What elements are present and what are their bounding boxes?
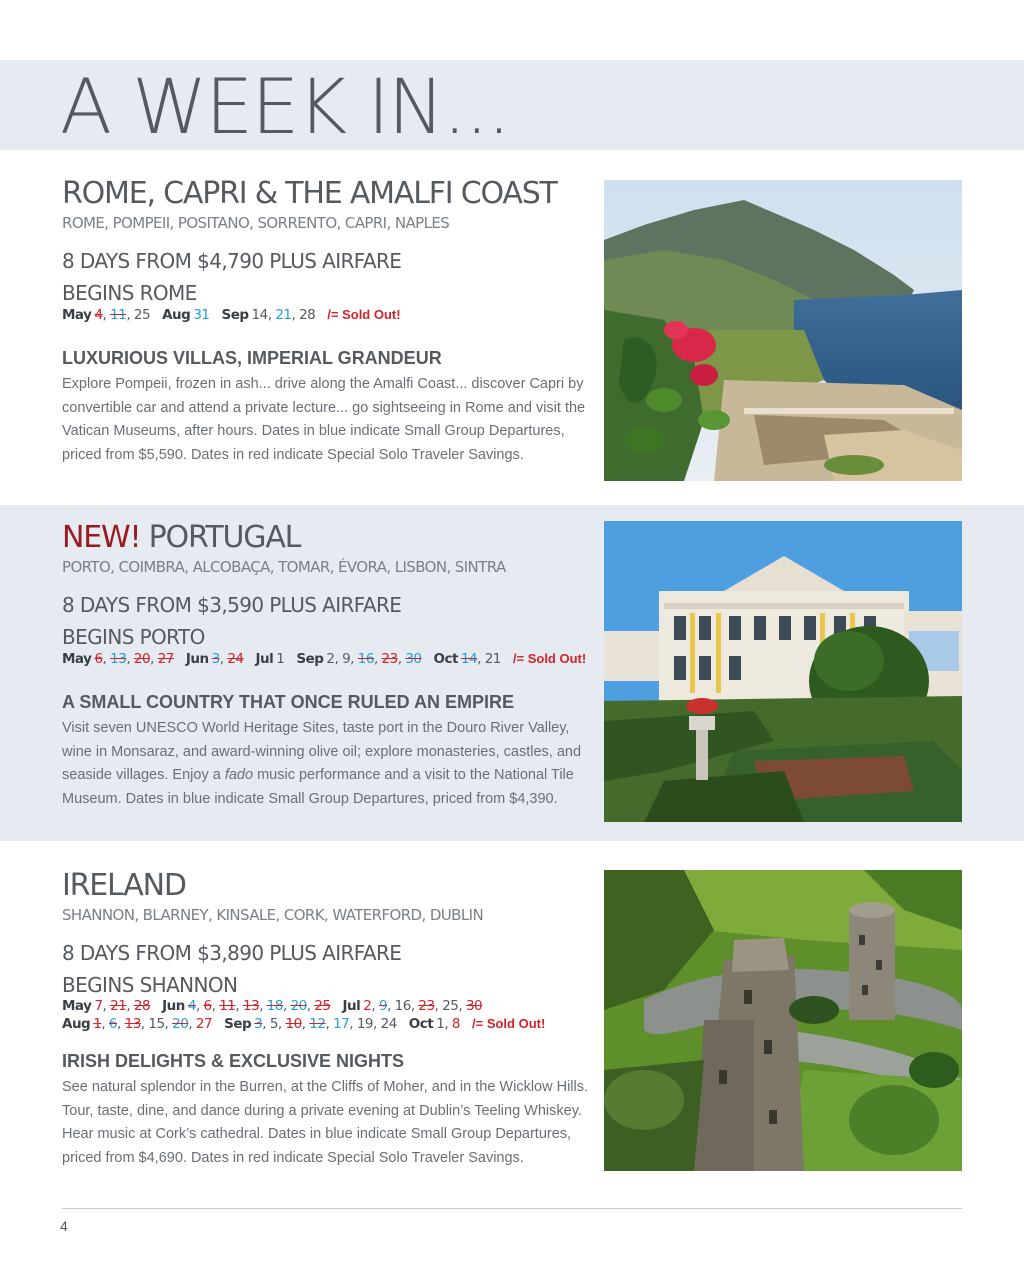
departure-date: ,	[188, 1016, 196, 1032]
departure-date: 9	[378, 998, 388, 1014]
departure-date: , 21	[477, 651, 501, 667]
departure-date: 20	[133, 651, 151, 667]
departure-date: ,	[301, 1016, 310, 1032]
date-group	[513, 651, 586, 667]
departure-date: 1	[93, 1016, 102, 1032]
departure-date: 17	[333, 1016, 350, 1032]
departure-date: ,	[126, 651, 134, 667]
departure-date: 13	[110, 651, 127, 667]
date-group	[296, 651, 421, 667]
departure-date: 20	[290, 998, 307, 1014]
departure-date: , 5,	[262, 1016, 286, 1032]
date-group	[162, 307, 209, 323]
departure-date: ,	[282, 998, 291, 1014]
month-label: Jul	[255, 651, 274, 667]
departure-date: 24	[227, 651, 244, 667]
sold-out-legend: /= Sold Out!	[512, 651, 587, 666]
departure-date: 16	[357, 651, 374, 667]
footer-rule	[62, 1208, 962, 1209]
departure-date: 3	[211, 651, 220, 667]
tour-rome	[62, 176, 597, 467]
departure-date: ,	[102, 307, 111, 323]
tour-subhead: A SMALL COUNTRY THAT ONCE RULED AN EMPIRE	[62, 692, 515, 712]
departure-date: 13	[124, 1016, 141, 1032]
departure-date: , 28	[291, 307, 316, 323]
departure-date: ,	[117, 1016, 125, 1032]
departure-date: ,	[195, 998, 204, 1014]
tour-price: 8 DAYS FROM $4,790 PLUS AIRFARE	[62, 249, 402, 273]
photo-blarney-castle	[604, 870, 962, 1171]
departure-date: 30	[465, 998, 483, 1014]
tour-description: See natural splendor in the Burren, at the Cliffs of Moher, and in the Wicklow Hills. Tour, taste, dine, and dance during a private evening at Dublin’s Teeling Whiskey. Hear music at Cork’s cathedral. Dates in blue indicate Small Group Departures, priced from $4,690. Dates in red indicate Special Solo Traveler Savings.	[62, 1079, 589, 1166]
date-group	[224, 1016, 397, 1032]
date-group	[327, 307, 400, 323]
page-heading: A WEEK IN...	[60, 62, 510, 151]
tour-title-text: PORTUGAL	[148, 520, 301, 555]
departure-date: ,	[235, 998, 243, 1014]
departure-date: , 25,	[434, 998, 466, 1014]
departure-date: 2	[363, 998, 372, 1014]
date-group	[62, 307, 150, 323]
tour-cities: ROME, POMPEII, POSITANO, SORRENTO, CAPRI, NAPLES	[62, 214, 450, 232]
tour-cities: PORTO, COIMBRA, ALCOBAÇA, TOMAR, ÉVORA, LISBON, SINTRA	[62, 558, 506, 576]
departure-date: 6	[108, 1016, 118, 1032]
date-group	[434, 651, 501, 667]
departure-date: 4	[187, 998, 196, 1014]
new-badge: NEW!	[62, 520, 141, 555]
tour-ireland	[62, 868, 597, 1170]
departure-date: 11	[110, 307, 127, 323]
month-label: Jun	[185, 651, 209, 667]
departure-date: 10	[285, 1016, 302, 1032]
departure-date: 27	[195, 1016, 213, 1032]
departure-date: 6	[94, 651, 103, 667]
departure-date: 21	[275, 307, 292, 323]
date-group	[186, 651, 244, 667]
departure-date: ,	[102, 651, 111, 667]
sold-out-legend: /= Sold Out!	[327, 307, 401, 322]
date-line	[62, 998, 597, 1015]
date-group	[409, 1016, 460, 1032]
month-label: Aug	[62, 1016, 91, 1032]
departure-date: , 15,	[140, 1016, 173, 1032]
departure-date: 8	[451, 1016, 460, 1032]
month-label: Oct	[408, 1016, 434, 1032]
departure-dates	[62, 650, 597, 668]
departure-date: 7	[94, 998, 103, 1014]
departure-date: 25	[314, 998, 331, 1014]
departure-date: 3	[254, 1016, 263, 1032]
departure-date: 2, 9,	[326, 651, 358, 667]
departure-date: 14	[460, 651, 478, 667]
photo-portugal-palace	[604, 521, 962, 822]
tour-begins: BEGINS PORTO	[62, 625, 205, 649]
tour-subhead: IRISH DELIGHTS & EXCLUSIVE NIGHTS	[62, 1051, 405, 1071]
departure-date: 11	[219, 998, 236, 1014]
date-group	[62, 998, 150, 1014]
tour-begins: BEGINS SHANNON	[62, 973, 238, 997]
month-label: Sep	[296, 651, 324, 667]
month-label: Jul	[342, 998, 361, 1014]
departure-date: ,	[211, 998, 220, 1014]
tour-subhead: LUXURIOUS VILLAS, IMPERIAL GRANDEUR	[62, 348, 442, 368]
month-label: Sep	[221, 307, 249, 323]
sold-out-legend: /= Sold Out!	[472, 1016, 546, 1031]
tour-begins: BEGINS ROME	[62, 281, 197, 305]
tour-portugal	[62, 520, 597, 811]
date-group	[222, 307, 316, 323]
departure-dates	[62, 998, 597, 1033]
departure-date: ,	[126, 998, 134, 1014]
month-label: Oct	[433, 651, 458, 667]
departure-date: 1,	[436, 1016, 452, 1032]
tour-cities: SHANNON, BLARNEY, KINSALE, CORK, WATERFORD, DUBLIN	[62, 906, 484, 924]
departure-date: 27	[157, 651, 174, 667]
departure-date: 31	[193, 307, 210, 323]
departure-date: , 19, 24	[349, 1016, 397, 1032]
departure-date: ,	[371, 998, 379, 1014]
date-group	[62, 651, 174, 667]
departure-date: 21	[110, 998, 127, 1014]
month-label: May	[62, 651, 92, 667]
departure-date: ,	[306, 998, 315, 1014]
photo-amalfi-coast	[604, 180, 962, 481]
departure-date: 20	[172, 1016, 189, 1032]
month-label: Jun	[162, 998, 185, 1014]
departure-date: 23	[418, 998, 435, 1014]
departure-date: ,	[397, 651, 406, 667]
date-line	[62, 306, 597, 324]
tour-description: Explore Pompeii, frozen in ash... drive along the Amalfi Coast... discover Capri by convertible car and attend a private lecture... go sightseeing in Rome and visit the Vatican Museums, after hours. Dates in blue indicate Small Group Departures, priced from $5,590. Dates in red indicate Special Solo Traveler Savings.	[62, 376, 586, 463]
departure-date: , 16,	[387, 998, 419, 1014]
page-number: 4	[60, 1218, 68, 1234]
month-label: May	[62, 998, 92, 1014]
date-line	[62, 650, 597, 668]
departure-date: ,	[373, 651, 382, 667]
departure-date: 12	[309, 1016, 326, 1032]
departure-date: ,	[325, 1016, 334, 1032]
tour-price: 8 DAYS FROM $3,590 PLUS AIRFARE	[62, 593, 402, 617]
departure-date: 13	[243, 998, 260, 1014]
month-label: May	[62, 307, 92, 323]
departure-date: 28	[133, 998, 151, 1014]
departure-dates	[62, 306, 597, 324]
departure-date: 18	[266, 998, 283, 1014]
departure-date: ,	[101, 1016, 109, 1032]
tour-title: IRELAND	[62, 868, 186, 903]
departure-date: ,	[259, 998, 267, 1014]
date-group	[162, 998, 330, 1014]
month-label: Sep	[224, 1016, 252, 1032]
month-label: Aug	[162, 307, 191, 323]
departure-date: 23	[381, 651, 398, 667]
date-group	[256, 651, 285, 667]
departure-date: 1	[276, 651, 285, 667]
tour-title	[62, 520, 597, 556]
date-group	[343, 998, 483, 1014]
departure-date: 6	[203, 998, 212, 1014]
departure-date: , 25	[126, 307, 151, 323]
departure-date: 14,	[251, 307, 276, 323]
tour-description: Visit seven UNESCO World Heritage Sites, taste port in the Douro River Valley, wine in Monsaraz, and award-winning olive oil; explore monasteries, castles, and seaside villages. Enjoy a fado music performance and a visit to the National Tile Museum. Dates in blue indicate Small Group Departures, priced from $4,390.	[62, 720, 582, 807]
date-group	[472, 1016, 545, 1032]
departure-date: 30	[405, 651, 422, 667]
departure-date: 4	[94, 307, 103, 323]
date-line	[62, 1015, 597, 1033]
departure-date: ,	[219, 651, 228, 667]
date-group	[62, 1016, 212, 1032]
departure-date: ,	[102, 998, 111, 1014]
tour-title: ROME, CAPRI & THE AMALFI COAST	[62, 176, 557, 211]
departure-date: ,	[150, 651, 158, 667]
tour-price: 8 DAYS FROM $3,890 PLUS AIRFARE	[62, 941, 402, 965]
